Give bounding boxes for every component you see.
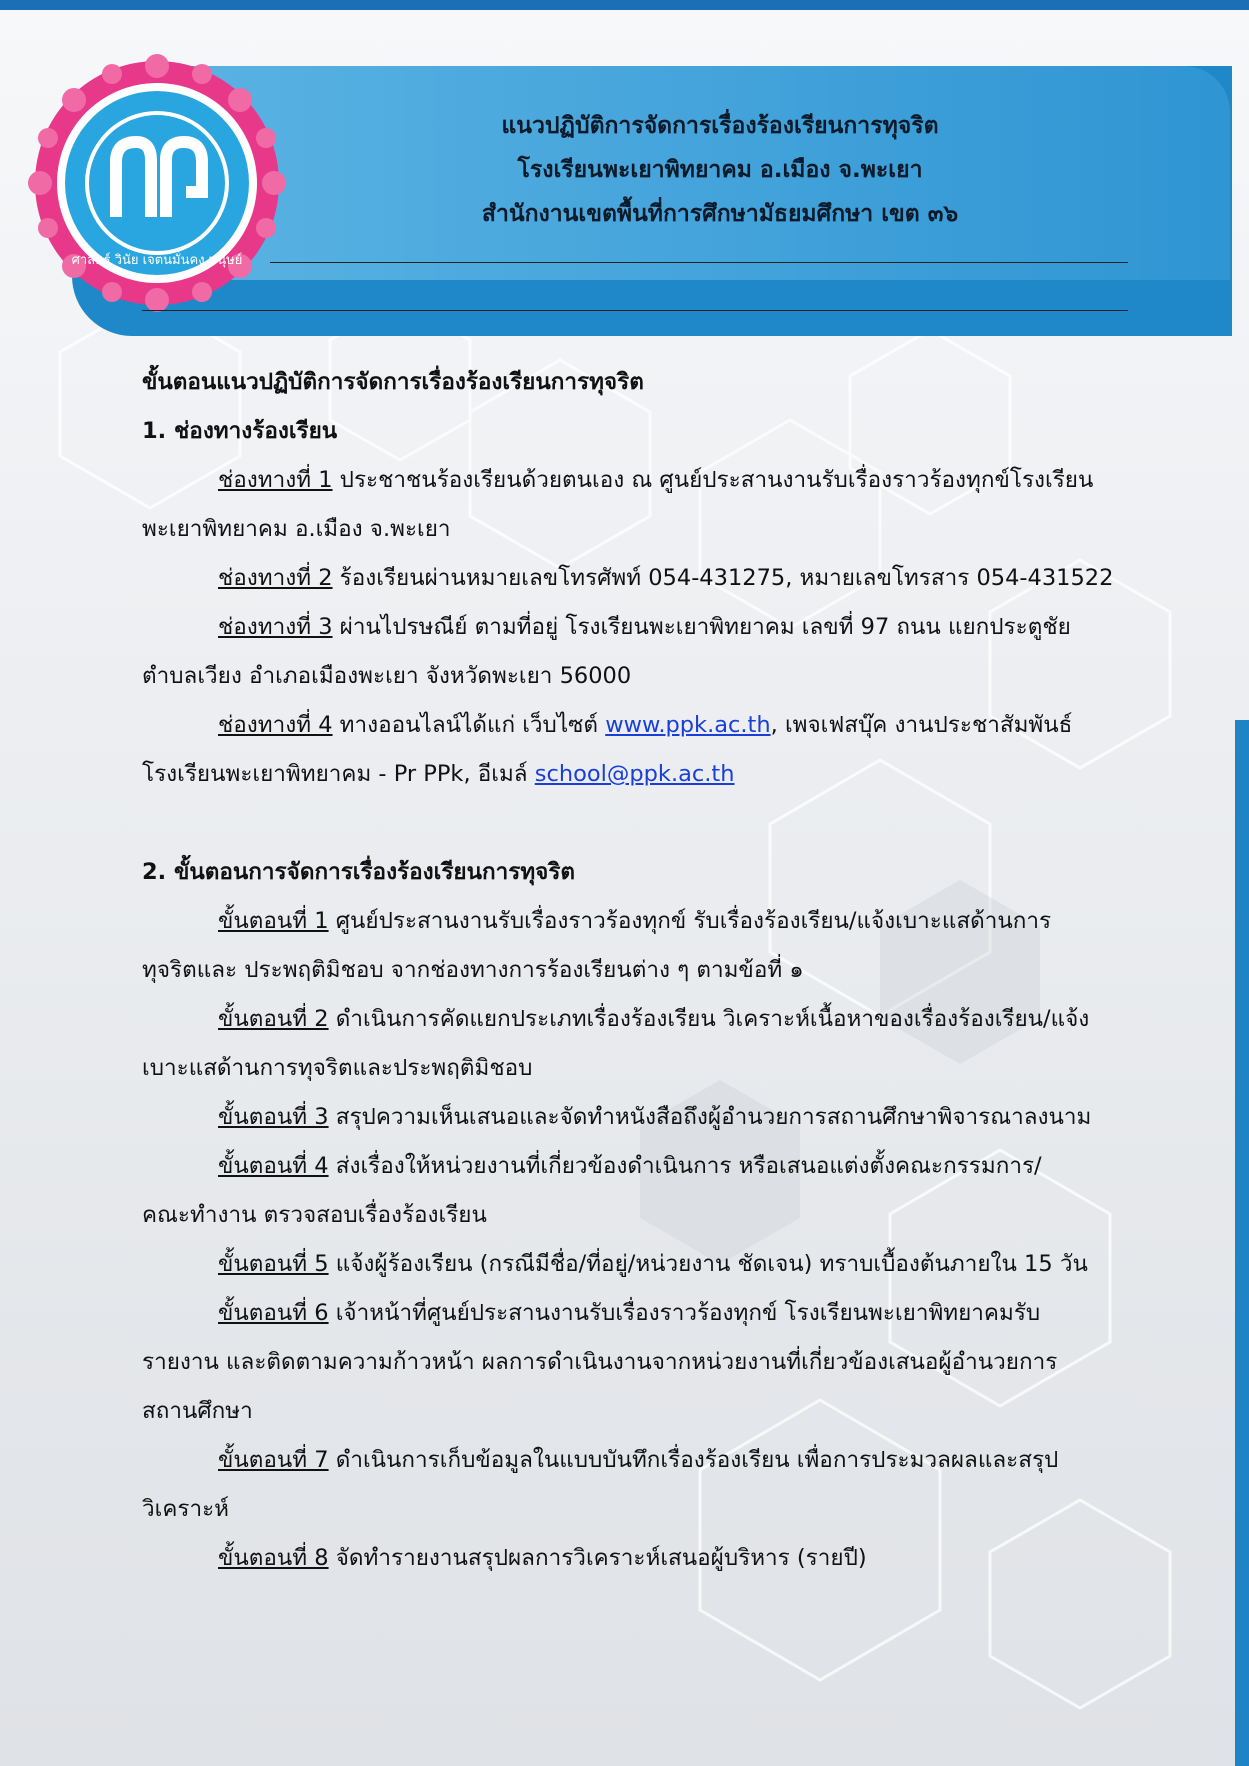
channel-4-cont: โรงเรียนพะเยาพิทยาคม - Pr PPk, อีเมล์ school@ppk.ac.th [142,761,735,787]
section1-heading: 1. ช่องทางร้องเรียน [142,418,338,444]
step-5-label: ขั้นตอนที่ 5 [218,1251,329,1277]
step-2: ขั้นตอนที่ 2 ดำเนินการคัดแยกประเภทเรื่องร้องเรียน วิเคราะห์เนื้อหาของเรื่องร้องเรียน/แจ้ง [218,1006,1090,1032]
website-link[interactable]: www.ppk.ac.th [605,712,771,738]
email-link[interactable]: school@ppk.ac.th [534,761,735,787]
school-logo [26,52,288,314]
channel-1: ช่องทางที่ 1 ประชาชนร้องเรียนด้วยตนเอง ณ ศูนย์ประสานงานรับเรื่องราวร้องทุกข์โรงเรียน [218,467,1094,493]
channel-3-label: ช่องทางที่ 3 [218,614,333,640]
header-line-2: โรงเรียนพะเยาพิทยาคม อ.เมือง จ.พะเยา [517,157,923,183]
channel-2-label: ช่องทางที่ 2 [218,565,333,591]
step-1: ขั้นตอนที่ 1 ศูนย์ประสานงานรับเรื่องราวร้องทุกข์ รับเรื่องร้องเรียน/แจ้งเบาะแสด้านการ [218,908,1052,934]
header-line-1: แนวปฏิบัติการจัดการเรื่องร้องเรียนการทุจริต [501,113,939,139]
channel-2: ช่องทางที่ 2 ร้องเรียนผ่านหมายเลขโทรศัพท์ 054-431275, หมายเลขโทรสาร 054-431522 [218,565,1114,591]
step-6-cont-2: สถานศึกษา [142,1398,253,1424]
step-1-label: ขั้นตอนที่ 1 [218,908,329,934]
step-2-label: ขั้นตอนที่ 2 [218,1006,329,1032]
step-7: ขั้นตอนที่ 7 ดำเนินการเก็บข้อมูลในแบบบันทึกเรื่องร้องเรียน เพื่อการประมวลผลและสรุป [218,1447,1059,1473]
section-spacer [142,799,1124,848]
step-4-cont: คณะทำงาน ตรวจสอบเรื่องร้องเรียน [142,1202,487,1228]
channel-4: ช่องทางที่ 4 ทางออนไลน์ได้แก่ เว็บไซต์ www.ppk.ac.th, เพจเฟสบุ๊ค งานประชาสัมพันธ์ [218,712,1073,738]
document-body [142,358,1124,1583]
header-line-3: สำนักงานเขตพื้นที่การศึกษามัธยมศึกษา เขต ๓๖ [481,201,959,227]
svg-text:ศาสตร์ วินัย เจตนมั่นคง มนุษย์: ศาสตร์ วินัย เจตนมั่นคง มนุษย์ [71,253,243,268]
step-6-label: ขั้นตอนที่ 6 [218,1300,329,1326]
channel-1-label: ช่องทางที่ 1 [218,467,333,493]
step-1-cont: ทุจริตและ ประพฤติมิชอบ จากช่องทางการร้องเรียนต่าง ๆ ตามข้อที่ ๑ [142,957,804,983]
step-3-label: ขั้นตอนที่ 3 [218,1104,329,1130]
step-7-label: ขั้นตอนที่ 7 [218,1447,329,1473]
channel-1-cont: พะเยาพิทยาคม อ.เมือง จ.พะเยา [142,516,451,542]
header-rule-1 [270,262,1128,263]
step-6: ขั้นตอนที่ 6 เจ้าหน้าที่ศูนย์ประสานงานรับเรื่องราวร้องทุกข์ โรงเรียนพะเยาพิทยาคมรับ [218,1300,1041,1326]
step-4-label: ขั้นตอนที่ 4 [218,1153,329,1179]
step-6-cont-1: รายงาน และติดตามความก้าวหน้า ผลการดำเนินงานจากหน่วยงานที่เกี่ยวข้องเสนอผู้อำนวยการ [142,1349,1058,1375]
step-3: ขั้นตอนที่ 3 สรุปความเห็นเสนอและจัดทำหนังสือถึงผู้อำนวยการสถานศึกษาพิจารณาลงนาม [218,1104,1092,1130]
channel-3: ช่องทางที่ 3 ผ่านไปรษณีย์ ตามที่อยู่ โรงเรียนพะเยาพิทยาคม เลขที่ 97 ถนน แยกประตูชัย [218,614,1071,640]
step-7-cont: วิเคราะห์ [142,1496,230,1522]
step-4: ขั้นตอนที่ 4 ส่งเรื่องให้หน่วยงานที่เกี่ยวข้องดำเนินการ หรือเสนอแต่งตั้งคณะกรรมการ/ [218,1153,1042,1179]
header-rule-2 [142,310,1128,311]
section2-heading: 2. ขั้นตอนการจัดการเรื่องร้องเรียนการทุจริต [142,859,576,885]
step-5: ขั้นตอนที่ 5 แจ้งผู้ร้องเรียน (กรณีมีชื่อ/ที่อยู่/หน่วยงาน ชัดเจน) ทราบเบื้องต้นภายใน 15 วัน [218,1251,1088,1277]
step-8-label: ขั้นตอนที่ 8 [218,1545,329,1571]
step-2-cont: เบาะแสด้านการทุจริตและประพฤติมิชอบ [142,1055,533,1081]
channel-3-cont: ตำบลเวียง อำเภอเมืองพะเยา จังหวัดพะเยา 56000 [142,663,632,689]
section-title: ขั้นตอนแนวปฏิบัติการจัดการเรื่องร้องเรียนการทุจริต [142,369,644,395]
channel-4-label: ช่องทางที่ 4 [218,712,333,738]
step-8: ขั้นตอนที่ 8 จัดทำรายงานสรุปผลการวิเคราะห์เสนอผู้บริหาร (รายปี) [218,1545,867,1571]
